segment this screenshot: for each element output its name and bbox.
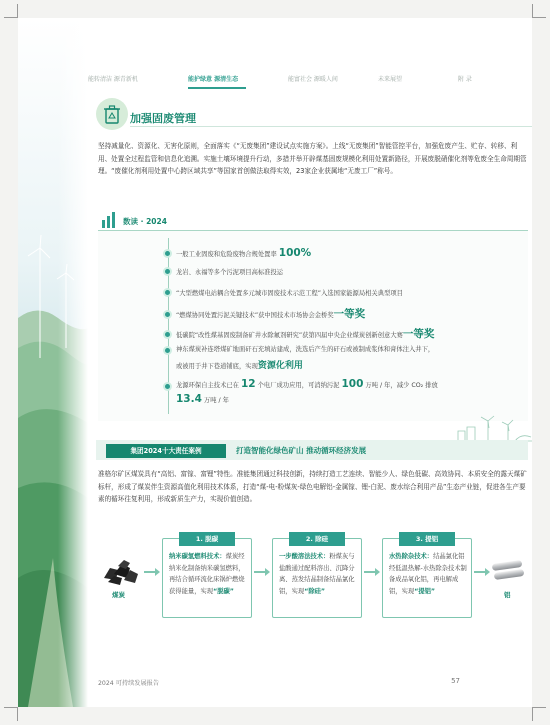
data-item-highlight: 一等奖 <box>402 328 435 340</box>
step-2-text <box>279 551 359 597</box>
data-item-7-line2 <box>176 393 229 405</box>
arrow-right-icon <box>254 571 268 573</box>
nav-item-1[interactable]: 能转清洁 源青新机 <box>88 76 138 83</box>
step-3-method: 水热除杂技术： <box>389 553 434 560</box>
timeline-dot <box>163 288 172 297</box>
nav-item-5[interactable]: 附 录 <box>458 76 472 83</box>
data-item-3 <box>176 288 403 297</box>
coal-image <box>100 554 142 586</box>
section-title: 加强固废管理 <box>130 112 196 125</box>
data-item-text: 低碳院“改性煤基固废制备矿井水除氟剂研究”获第四届中央企业煤炭创新创意大赛 <box>176 332 403 339</box>
footer-report-title: 2024 可持续发展报告 <box>98 680 160 687</box>
data-item-6-line2 <box>176 358 303 371</box>
crop-mark-tr <box>532 4 546 18</box>
timeline-dot <box>163 346 172 355</box>
timeline-dot <box>163 382 172 391</box>
step-1-text <box>169 551 249 597</box>
step-2-result: “除硅” <box>304 587 326 595</box>
aluminum-ingot-image <box>490 558 526 584</box>
step-3-text <box>389 551 469 597</box>
landscape-illustration <box>18 18 88 707</box>
timeline-dot <box>163 310 172 319</box>
data-item-text: 一般工业固废和危险废物合规处置率 <box>176 251 279 258</box>
case-tag: 集团2024十大责任案例 <box>106 444 226 458</box>
data-item-2 <box>176 267 283 276</box>
nav-item-3[interactable]: 能富社会 源暖人间 <box>288 76 338 83</box>
step-card-1 <box>162 538 252 618</box>
step-1-method: 纳米碳氢燃料技术： <box>169 553 226 560</box>
nav-item-2-active[interactable]: 能护绿意 源清生态 <box>188 76 239 83</box>
nav-item-4[interactable]: 未来展望 <box>378 76 403 83</box>
timeline-dot <box>163 249 172 258</box>
arrow-right-icon <box>144 571 158 573</box>
data-item-1 <box>176 247 311 259</box>
step-2-method: 一步酸溶法技术： <box>279 553 330 560</box>
step-tag-1: 1. 脱碳 <box>179 532 235 546</box>
report-page <box>18 18 532 707</box>
page-number: 57 <box>451 677 460 685</box>
recycle-bin-icon <box>96 98 128 130</box>
step-1-description: 煤炭经纳米化制备纳米碳氢燃料，再结合循环流化床锅炉燃烧获得能量，实现 <box>169 553 245 595</box>
data-item-text: 龙源环保自主技术已在 <box>176 382 241 389</box>
data-item-text: “燃煤协同处置污泥关键技术”获中国技术市场协会金桥奖 <box>176 312 334 319</box>
data-item-highlight: 一等奖 <box>333 308 366 320</box>
step-card-3 <box>382 538 472 618</box>
data-highlights-box <box>98 206 528 421</box>
step-2-description: 粉煤灰与盐酸通过配料溶出、沉降分离、蒸发结晶制备结晶氯化铝，实现 <box>279 553 355 595</box>
case-title: 打造智能化绿色矿山 推动循环经济发展 <box>236 446 367 455</box>
data-item-text: 个电厂成功应用，可消纳污泥 <box>255 382 342 389</box>
step-tag-2: 2. 除硅 <box>289 532 345 546</box>
data-box-title: 数读 · 2024 <box>123 217 167 226</box>
data-item-text: “大型燃煤电站耦合处置多元城市固废技术示范工程”入选国家能源局相关典型项目 <box>176 290 403 297</box>
data-item-5 <box>176 326 434 341</box>
case-paragraph: 准格尔矿区煤炭具有“高铝、富镓、富锂”特性。准能集团通过科技创新，持续打造工艺连续、智能少人、绿色低碳、高效协同、本质安全的露天煤矿标杆，形成了煤炭伴生资源高值化利用技术体系，打造“煤-电-粉煤灰-绿色电解铝-金属镓、锂-白泥、废水综合利用产品”生态产业链，促进各生产要素的循环往复利用，形成新质生产力，实现价值创造。 <box>98 470 527 503</box>
section-title-divider <box>130 126 532 127</box>
aluminum-label: 铝 <box>504 591 511 599</box>
data-item-text: 万吨 / 年 <box>201 397 229 404</box>
timeline-dot <box>163 267 172 276</box>
section-paragraph: 坚持减量化、资源化、无害化原则，全面落实《“无废集团”建设试点实施方案》。上线“无废集团”智能管控平台，加强危废产生、贮存、转移、利用、处置全过程监管和信息化追溯。实施土壤环境提升行动，多措并举开辟煤基固废规模化利用处置新路径，开展废脱硝催化剂等危废全生命周期管理。“废催化剂利用处置中心跨区域共享”等国家首创做法取得实效，23家企业获属地“无废工厂”称号。 <box>98 142 527 175</box>
data-item-text: 万吨 / 年，减少 CO₂ 排放 <box>363 382 438 389</box>
step-1-result: “脱碳” <box>213 587 234 595</box>
crop-mark-tl <box>4 4 18 18</box>
data-item-7 <box>176 378 438 390</box>
data-item-text: 或被用于井下巷道铺底，实现 <box>176 363 258 370</box>
data-item-text: 神东煤炭补连塔煤矿地面矸石充填站建成，洗选后产生的矸石或被制成浆体和膏体注入井下， <box>176 346 435 353</box>
data-item-4 <box>176 306 365 321</box>
crop-mark-bl <box>4 707 18 721</box>
timeline-dot <box>163 330 172 339</box>
data-item-text: 龙岩、永福等多个污泥项目高标准投运 <box>176 269 284 276</box>
chapter-navigation <box>18 74 532 88</box>
data-item-highlight: 资源化利用 <box>257 361 303 371</box>
arrow-right-icon <box>474 571 488 573</box>
crop-mark-br <box>532 707 546 721</box>
step-card-2 <box>272 538 362 618</box>
case-banner <box>96 438 528 462</box>
step-3-description: 结晶氯化铝经低温热解-水热除杂技术制备成品氧化铝，再电解成铝，实现 <box>389 553 467 595</box>
arrow-right-icon <box>364 571 378 573</box>
data-item-highlight: 12 <box>240 378 256 390</box>
step-3-result: “提铝” <box>414 587 436 595</box>
data-box-divider <box>98 230 528 231</box>
data-item-6 <box>176 344 434 353</box>
data-item-highlight: 100 <box>341 378 364 390</box>
nav-active-underline <box>188 87 246 89</box>
coal-label: 煤炭 <box>112 591 125 599</box>
data-item-highlight: 100% <box>278 247 312 259</box>
data-item-highlight: 13.4 <box>176 393 202 405</box>
step-tag-3: 3. 提铝 <box>399 532 455 546</box>
